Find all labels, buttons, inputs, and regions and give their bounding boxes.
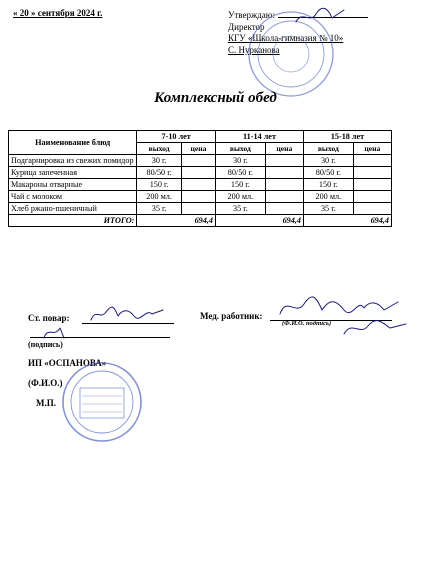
output-15-18: 35 г. (303, 203, 353, 215)
med-worker-label: Мед. работник: (200, 311, 263, 321)
price-7-10 (181, 191, 215, 203)
sub-price: цена (353, 143, 391, 155)
cook-label: Ст. повар: (28, 313, 70, 323)
price-15-18 (353, 203, 391, 215)
approve-label: Утверждаю: (228, 10, 276, 20)
price-15-18 (353, 167, 391, 179)
price-11-14 (265, 179, 303, 191)
price-15-18 (353, 191, 391, 203)
cook-signature (88, 302, 166, 324)
table-header-row (9, 131, 392, 143)
col-header-name: Наименование блюд (9, 131, 137, 155)
col-group-11-14: 11-14 лет (216, 131, 304, 143)
total-11-14: 694,4 (216, 215, 304, 227)
output-7-10: 80/50 г. (137, 167, 182, 179)
price-15-18 (353, 179, 391, 191)
price-11-14 (265, 203, 303, 215)
total-7-10: 694,4 (137, 215, 216, 227)
dish-name: Подгарнировка из свежих помидор (9, 155, 137, 167)
podpis-scribble (40, 322, 100, 342)
output-11-14: 30 г. (216, 155, 266, 167)
price-11-14 (265, 191, 303, 203)
col-group-7-10: 7-10 лет (137, 131, 216, 143)
price-7-10 (181, 203, 215, 215)
dish-name: Макароны отварные (9, 179, 137, 191)
total-15-18: 694,4 (303, 215, 391, 227)
output-11-14: 80/50 г. (216, 167, 266, 179)
output-11-14: 200 мл. (216, 191, 266, 203)
total-label: ИТОГО: (9, 215, 137, 227)
price-11-14 (265, 167, 303, 179)
dish-name: Чай с молоком (9, 191, 137, 203)
dish-name: Курица запеченная (9, 167, 137, 179)
sub-price: цена (265, 143, 303, 155)
page-title: Комплексный обед (154, 90, 277, 106)
price-7-10 (181, 155, 215, 167)
director-signature (292, 6, 352, 28)
output-15-18: 200 мл. (303, 191, 353, 203)
document-date: « 20 » сентября 2024 г. (13, 8, 103, 18)
price-15-18 (353, 155, 391, 167)
output-15-18: 150 г. (303, 179, 353, 191)
output-7-10: 30 г. (137, 155, 182, 167)
output-15-18: 30 г. (303, 155, 353, 167)
ip-seal (60, 360, 144, 444)
director-position: Директор (228, 21, 265, 32)
sub-output: выход (303, 143, 353, 155)
mp-caption: М.П. (36, 398, 56, 408)
table-row (9, 191, 392, 203)
table-row (9, 179, 392, 191)
output-7-10: 200 мл. (137, 191, 182, 203)
output-7-10: 150 г. (137, 179, 182, 191)
ip-name: ИП «ОСПАНОВА» (28, 358, 107, 368)
sub-price: цена (181, 143, 215, 155)
dish-name: Хлеб ржано-пшеничный (9, 203, 137, 215)
output-15-18: 80/50 г. (303, 167, 353, 179)
menu-table (8, 130, 392, 227)
table-row (9, 155, 392, 167)
price-11-14 (265, 155, 303, 167)
sub-output: выход (137, 143, 182, 155)
total-row (9, 215, 392, 227)
col-group-15-18: 15-18 лет (303, 131, 391, 143)
podpis-caption: (подпись) (28, 340, 63, 349)
med-signature (274, 290, 414, 342)
fio-caption: (Ф.И.О.) (28, 378, 63, 388)
output-11-14: 150 г. (216, 179, 266, 191)
sub-output: выход (216, 143, 266, 155)
output-11-14: 35 г. (216, 203, 266, 215)
director-name: С. Нурканова (228, 44, 280, 55)
output-7-10: 35 г. (137, 203, 182, 215)
price-7-10 (181, 167, 215, 179)
price-7-10 (181, 179, 215, 191)
fio-signature-hint: (Ф.И.О. подпись) (282, 320, 332, 327)
school-name: КГУ «Школа-гимназия № 10» (228, 33, 344, 44)
table-row (9, 167, 392, 179)
table-row (9, 203, 392, 215)
